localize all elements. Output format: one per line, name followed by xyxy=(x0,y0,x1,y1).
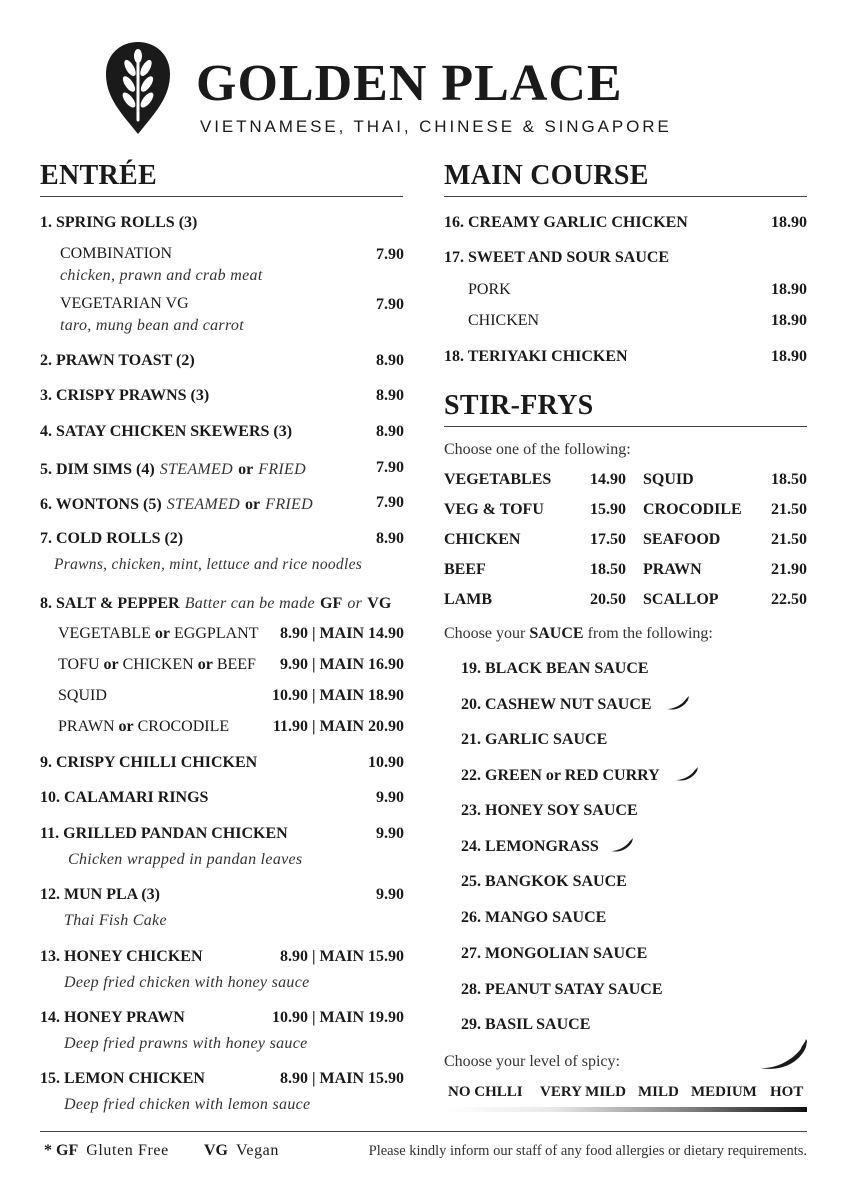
item-name: 16. CREAMY GARLIC CHICKEN xyxy=(444,214,688,231)
sp-option-row: VEGETABLE or EGGPLANT xyxy=(58,625,259,642)
cuisine-subtitle: VIETNAMESE, THAI, CHINESE & SINGAPORE xyxy=(200,117,672,136)
item-line xyxy=(40,494,313,514)
protein-price: 21.50 xyxy=(771,501,807,518)
section-title-stir-frys: STIR-FRYS xyxy=(444,390,594,421)
option: SQUID xyxy=(58,687,107,704)
item-price: 8.90 | MAIN 15.90 xyxy=(280,948,404,965)
item-option: PORK xyxy=(468,281,511,298)
item-price: 7.90 xyxy=(376,494,404,511)
item-price: 10.90 | MAIN 19.90 xyxy=(272,1009,404,1026)
item-description: Thai Fish Cake xyxy=(64,912,167,929)
item-price: 9.90 | MAIN 16.90 xyxy=(280,656,404,673)
gf-tag: GF xyxy=(320,595,343,612)
sauce-item: 25. BANGKOK SAUCE xyxy=(461,873,627,890)
divider xyxy=(444,426,807,427)
item-option: VEGETARIAN VG xyxy=(60,295,189,312)
item-price: 8.90 | MAIN 14.90 xyxy=(280,625,404,642)
protein-name: SQUID xyxy=(643,471,694,488)
wheat-leaf-logo-icon xyxy=(104,40,172,136)
protein-name: VEGETABLES xyxy=(444,471,552,488)
item-description: Prawns, chicken, mint, lettuce and rice noodles xyxy=(54,556,363,573)
protein-price: 18.50 xyxy=(771,471,807,488)
item-name: 11. GRILLED PANDAN CHICKEN xyxy=(40,825,288,842)
item-description: taro, mung bean and carrot xyxy=(60,317,244,334)
item-price: 9.90 xyxy=(376,789,404,806)
option: VEGETABLE xyxy=(58,625,151,642)
option: PRAWN xyxy=(58,718,115,735)
item-option: CHICKEN xyxy=(468,312,540,329)
item-name: 15. LEMON CHICKEN xyxy=(40,1070,205,1087)
protein-price: 20.50 xyxy=(590,591,626,608)
item-price: 8.90 xyxy=(376,352,404,369)
spicy-level-label: Choose your level of spicy: xyxy=(444,1053,620,1070)
item-option: STEAMED xyxy=(166,496,240,513)
item-price: 18.90 xyxy=(771,281,807,298)
sauce-item: 26. MANGO SAUCE xyxy=(461,909,607,926)
protein-price: 17.50 xyxy=(590,531,626,548)
sauce-item: 29. BASIL SAUCE xyxy=(461,1016,591,1033)
item-price: 10.90 xyxy=(368,754,404,771)
item-price: 10.90 | MAIN 18.90 xyxy=(272,687,404,704)
sauce-item: 19. BLACK BEAN SAUCE xyxy=(461,660,649,677)
or-text: or xyxy=(238,461,254,478)
gf-key: * GF xyxy=(44,1142,79,1159)
label-text: Choose your xyxy=(444,625,526,642)
protein-price: 21.50 xyxy=(771,531,807,548)
item-price: 8.90 xyxy=(376,423,404,440)
item-name: 10. CALAMARI RINGS xyxy=(40,789,209,806)
item-name: 7. COLD ROLLS (2) xyxy=(40,530,184,547)
sauce-item: 27. MONGOLIAN SAUCE xyxy=(461,945,648,962)
item-name: 2. PRAWN TOAST (2) xyxy=(40,352,195,369)
chili-pepper-icon xyxy=(675,766,699,782)
spicy-level: NO CHLLI xyxy=(448,1084,523,1100)
protein-price: 21.90 xyxy=(771,561,807,578)
chili-pepper-icon xyxy=(666,695,690,711)
protein-name: VEG & TOFU xyxy=(444,501,544,518)
sauce-item: 24. LEMONGRASS xyxy=(461,838,599,855)
spicy-gradient-bar xyxy=(446,1107,807,1112)
option: TOFU xyxy=(58,656,100,673)
item-name: 6. WONTONS (5) xyxy=(40,496,162,513)
or-text: or xyxy=(245,496,261,513)
legend-vg xyxy=(204,1142,279,1160)
spicy-level: MEDIUM xyxy=(691,1084,757,1100)
spicy-level: MILD xyxy=(638,1084,679,1100)
protein-name: CROCODILE xyxy=(643,501,742,518)
section-title-entree: ENTRÉE xyxy=(40,160,157,191)
protein-name: CHICKEN xyxy=(444,531,521,548)
item-name: 5. DIM SIMS (4) xyxy=(40,461,155,478)
protein-name: BEEF xyxy=(444,561,486,578)
spicy-level: HOT xyxy=(770,1084,804,1100)
logo xyxy=(104,40,172,136)
item-name: 12. MUN PLA (3) xyxy=(40,886,160,903)
protein-name: PRAWN xyxy=(643,561,702,578)
item-note: Batter can be made xyxy=(184,595,315,612)
protein-name: LAMB xyxy=(444,591,492,608)
option: BEEF xyxy=(216,656,256,673)
section-title-main-course: MAIN COURSE xyxy=(444,160,649,191)
protein-name: SCALLOP xyxy=(643,591,719,608)
item-option: FRIED xyxy=(265,496,313,513)
item-price: 7.90 xyxy=(376,459,404,476)
item-price: 7.90 xyxy=(376,296,404,313)
sp-option-row xyxy=(58,687,107,705)
vg-key: VG xyxy=(204,1142,228,1159)
item-option: COMBINATION xyxy=(60,245,172,262)
chili-pepper-icon xyxy=(610,837,634,853)
sauce-word: SAUCE xyxy=(529,625,584,642)
sp-option-row: TOFU or CHICKEN or BEEF xyxy=(58,656,256,673)
item-price: 18.90 xyxy=(771,214,807,231)
vg-tag: VG xyxy=(367,595,392,612)
item-price: 8.90 | MAIN 15.90 xyxy=(280,1070,404,1087)
footer-divider xyxy=(40,1131,807,1132)
item-name: 3. CRISPY PRAWNS (3) xyxy=(40,387,210,404)
item-name: 8. SALT & PEPPER xyxy=(40,595,180,612)
item-description: Deep fried chicken with honey sauce xyxy=(64,974,310,991)
or-text: or xyxy=(347,595,363,612)
divider xyxy=(40,196,403,197)
sauce-item: 23. HONEY SOY SAUCE xyxy=(461,802,638,819)
option: CROCODILE xyxy=(137,718,230,735)
item-description: Chicken wrapped in pandan leaves xyxy=(68,851,303,868)
item-option: STEAMED xyxy=(159,461,233,478)
item-name: 1. SPRING ROLLS (3) xyxy=(40,214,198,231)
sp-option-row: PRAWN or CROCODILE xyxy=(58,718,230,735)
allergy-notice: Please kindly inform our staff of any food allergies or dietary requirements. xyxy=(368,1143,807,1159)
item-name: 4. SATAY CHICKEN SKEWERS (3) xyxy=(40,423,293,440)
item-option: FRIED xyxy=(258,461,306,478)
legend-gf xyxy=(44,1142,169,1160)
gf-text: Gluten Free xyxy=(86,1142,169,1159)
choose-one-label: Choose one of the following: xyxy=(444,441,631,458)
item-name: 17. SWEET AND SOUR SAUCE xyxy=(444,249,670,266)
item-price: 9.90 xyxy=(376,886,404,903)
item-description: Deep fried prawns with honey sauce xyxy=(64,1035,308,1052)
item-price: 7.90 xyxy=(376,246,404,263)
spicy-level: VERY MILD xyxy=(540,1084,627,1100)
item-name: 14. HONEY PRAWN xyxy=(40,1009,185,1026)
restaurant-name: GOLDEN PLACE xyxy=(196,55,623,112)
sauce-item: 22. GREEN or RED CURRY xyxy=(461,767,660,784)
item-price: 8.90 xyxy=(376,387,404,404)
item-line xyxy=(40,593,391,613)
option: CHICKEN xyxy=(122,656,194,673)
sauce-item: 28. PEANUT SATAY SAUCE xyxy=(461,981,663,998)
chili-pepper-icon xyxy=(758,1038,808,1072)
choose-sauce-label xyxy=(444,625,713,643)
item-description: Deep fried chicken with lemon sauce xyxy=(64,1096,311,1113)
protein-name: SEAFOOD xyxy=(643,531,721,548)
protein-price: 18.50 xyxy=(590,561,626,578)
item-name: 18. TERIYAKI CHICKEN xyxy=(444,348,628,365)
sauce-item: 20. CASHEW NUT SAUCE xyxy=(461,696,652,713)
item-line xyxy=(40,459,306,479)
option: EGGPLANT xyxy=(174,625,259,642)
item-price: 18.90 xyxy=(771,348,807,365)
item-price: 8.90 xyxy=(376,530,404,547)
item-name: 9. CRISPY CHILLI CHICKEN xyxy=(40,754,258,771)
protein-price: 14.90 xyxy=(590,471,626,488)
item-price: 18.90 xyxy=(771,312,807,329)
divider xyxy=(444,196,807,197)
protein-price: 22.50 xyxy=(771,591,807,608)
vg-text: Vegan xyxy=(236,1142,279,1159)
item-name: 13. HONEY CHICKEN xyxy=(40,948,203,965)
item-description: chicken, prawn and crab meat xyxy=(60,267,263,284)
protein-price: 15.90 xyxy=(590,501,626,518)
item-price: 9.90 xyxy=(376,825,404,842)
item-price: 11.90 | MAIN 20.90 xyxy=(272,718,404,735)
sauce-item: 21. GARLIC SAUCE xyxy=(461,731,608,748)
label-text: from the following: xyxy=(587,625,713,642)
